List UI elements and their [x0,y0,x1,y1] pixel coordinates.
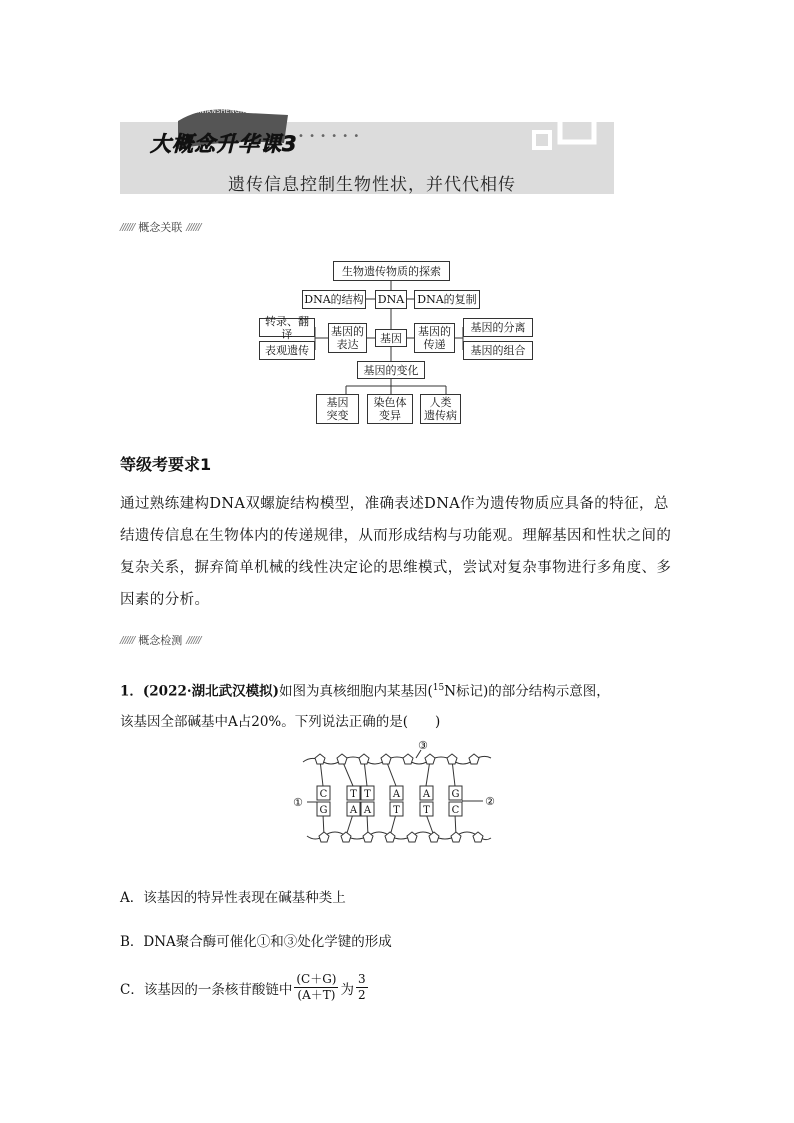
base-top-2: T [350,789,357,800]
question-1-stem [120,673,680,737]
slash-decoration: ////// [186,221,201,233]
concept-box-dna-structure: DNA的结构 [302,290,366,309]
concept-box-gene-variation: 基因的变化 [357,361,425,379]
base-bottom-4: T [393,805,400,816]
banner-dots: • • • • • • [298,131,361,142]
marker-1: ① [293,796,303,809]
option-c-mid: 为 [340,981,354,998]
base-bottom-5: T [423,805,430,816]
requirement-heading: 等级考要求1 [120,455,212,474]
base-bottom-6: C [451,805,460,816]
concept-box-transcription-translation: 转录、翻译 [259,318,315,337]
section-label-concept-test [120,632,200,648]
concept-box-dna: DNA [375,290,407,309]
banner-subtitle: 遗传信息控制生物性状，并代代相传 [228,175,516,195]
marker-2: ② [485,795,495,808]
fraction-denominator: (A＋T) [297,988,336,1002]
concept-box-gene-combination: 基因的组合 [463,341,533,360]
concept-box-genetic-material-exploration: 生物遗传物质的探索 [333,261,450,281]
fraction-numerator: 3 [357,972,366,986]
fraction-denominator: 2 [357,988,366,1002]
base-pair-boxes [317,786,462,816]
concept-box-chromosome-variation: 染色体 变异 [367,394,413,424]
concept-box-gene-segregation: 基因的分离 [463,318,533,337]
concept-box-dna-replication: DNA的复制 [414,290,480,309]
slash-decoration: ////// [120,634,135,646]
base-top-5: A [422,789,431,800]
option-c-prefix: C．该基因的一条核苷酸链中 [120,981,293,998]
concept-box-gene: 基因 [375,329,407,347]
base-bottom-2: A [349,805,358,816]
question-stem-c: 该基因全部碱基中A占20%。下列说法正确的是( ) [120,713,441,730]
section-label-text: 概念检测 [138,634,183,647]
question-stem-a: 如图为真核细胞内某基因( [278,683,433,700]
base-top-3: T [364,789,371,800]
banner-title: 大概念升华课3 [150,132,298,156]
marker-3: ③ [418,739,428,752]
option-c [120,972,370,1003]
base-top-4: A [392,789,401,800]
option-c-ratio-fraction [294,972,338,1003]
question-source: (2022·湖北武汉模拟) [142,683,279,700]
concept-box-gene-transmission: 基因的 传递 [414,323,455,353]
base-top-6: G [451,789,460,800]
concept-box-human-genetic-disease: 人类 遗传病 [420,394,461,424]
dna-structure-diagram [285,738,510,856]
slash-decoration: ////// [120,221,135,233]
base-bottom-1: G [319,805,328,816]
concept-box-gene-expression: 基因的 表达 [328,323,367,353]
concept-map [0,0,794,440]
isotope-superscript: 15 [432,683,445,693]
concept-box-gene-mutation: 基因 突变 [316,394,359,424]
banner-pinyin: DAGAINIANSHENGHUAKE [178,108,264,115]
question-number: 1． [120,683,143,700]
option-b: B．DNA聚合酶可催化①和③处化学键的形成 [120,934,392,950]
option-a: A．该基因的特异性表现在碱基种类上 [120,890,346,906]
requirement-body: 通过熟练建构DNA双螺旋结构模型，准确表述DNA作为遗传物质应具备的特征，总结遗传信息在生物体内的传递规律，从而形成结构与功能观。理解基因和性状之间的复杂关系，摒弃简单机械的线性决定论的思维模式，尝试对复杂事物进行多角度、多因素的分析。 [120,496,672,608]
option-c-value-fraction [356,972,368,1003]
slash-decoration: ////// [186,634,201,646]
base-bottom-3: A [363,805,372,816]
base-top-1: C [319,789,328,800]
section-label-text: 概念关联 [138,221,183,234]
concept-box-epigenetics: 表观遗传 [259,341,315,360]
question-stem-b: N标记)的部分结构示意图， [444,683,610,700]
fraction-numerator: (C＋G) [296,972,337,986]
